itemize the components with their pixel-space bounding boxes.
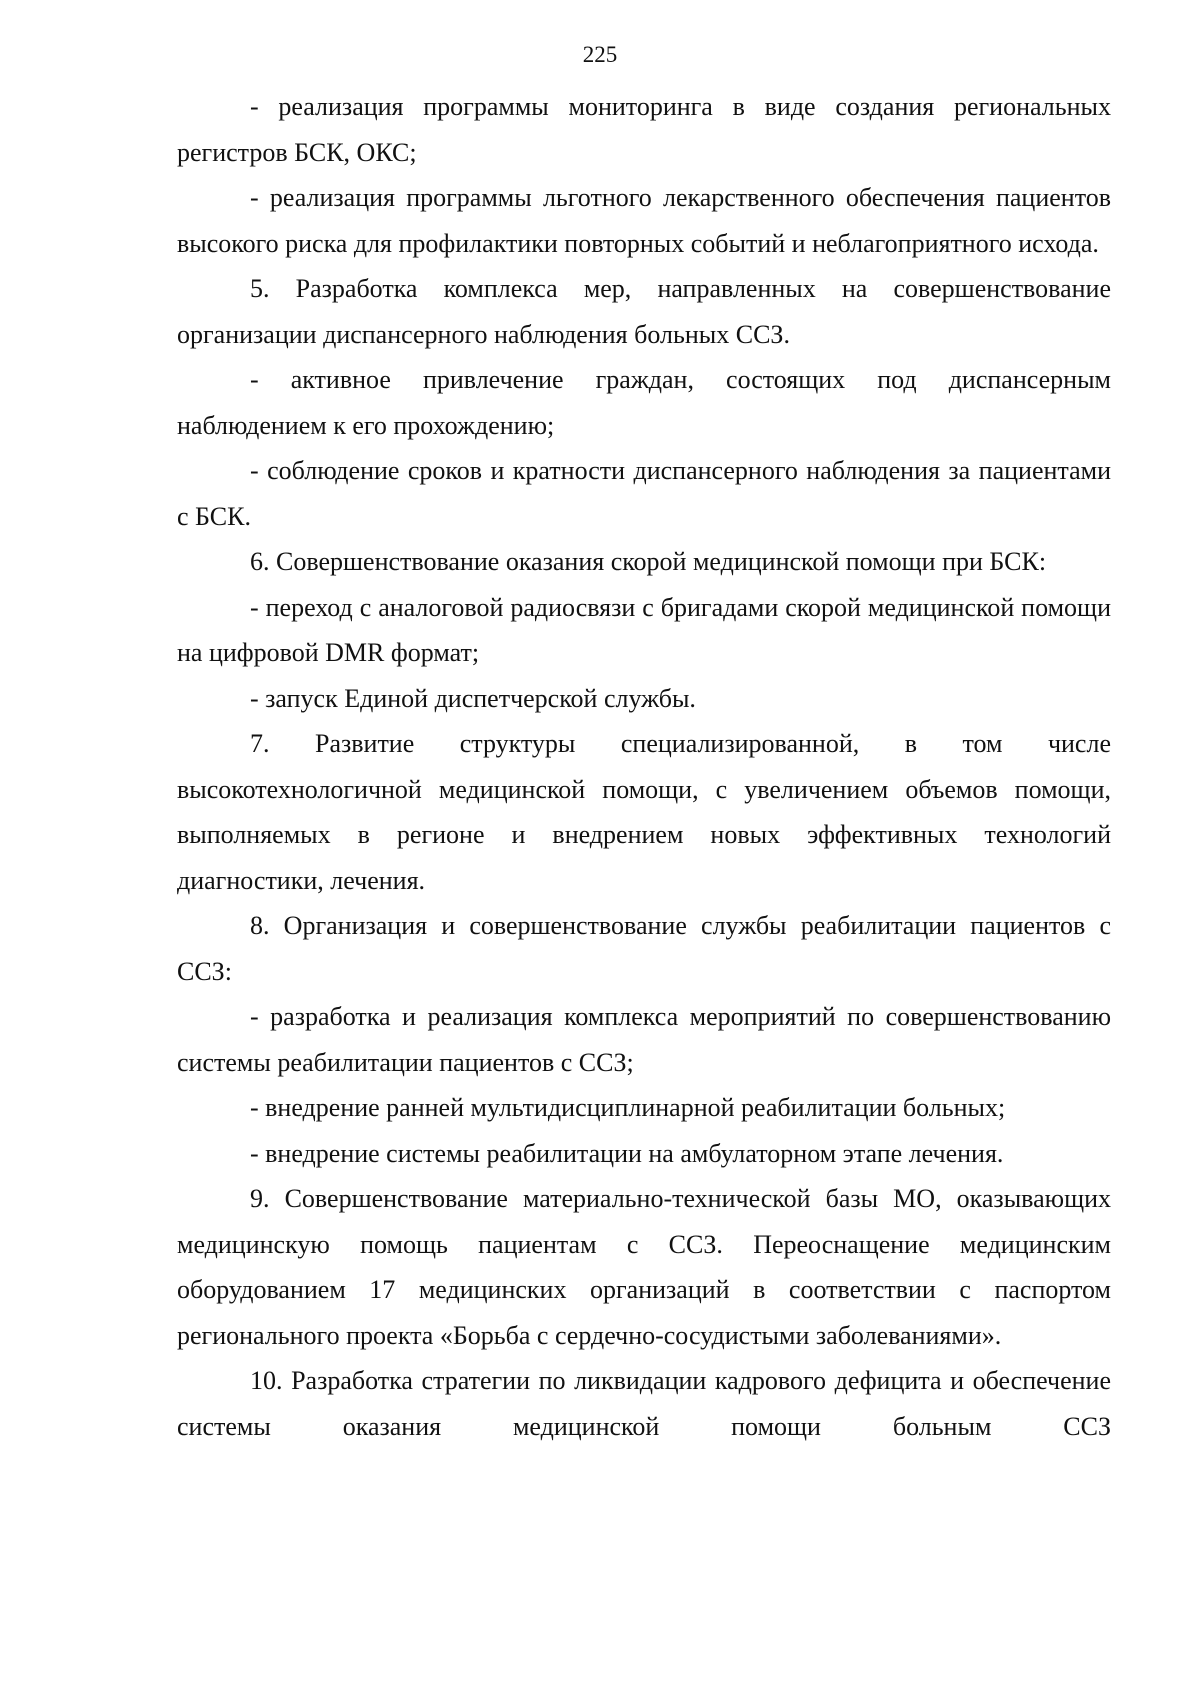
paragraph-15: 10. Разработка стратегии по ликвидации кадрового дефицита и обеспечение системы оказания медицинской помощи больным ССЗ xyxy=(177,1366,1111,1441)
paragraph-13: - внедрение системы реабилитации на амбулаторном этапе лечения. xyxy=(250,1138,1004,1168)
paragraph-4: - активное привлечение граждан, состоящих под диспансерным наблюдением к его прохождению; xyxy=(177,365,1111,440)
paragraph-6: 6. Совершенствование оказания скорой медицинской помощи при БСК: xyxy=(250,547,1047,576)
paragraph-2: - реализация программы льготного лекарственного обеспечения пациентов высокого риска для профилактики повторных событий и неблагоприятного исхода. xyxy=(177,183,1111,258)
paragraph-5: - соблюдение сроков и кратности диспансерного наблюдения за пациентами с БСК. xyxy=(177,456,1111,531)
paragraph-7: - переход с аналоговой радиосвязи с бригадами скорой медицинской помощи на цифровой DMR формат; xyxy=(177,592,1111,667)
paragraph-10: 8. Организация и совершенствование службы реабилитации пациентов с ССЗ: xyxy=(177,911,1111,986)
paragraph-12: - внедрение ранней мультидисциплинарной реабилитации больных; xyxy=(250,1093,1006,1122)
paragraph-1: - реализация программы мониторинга в виде создания региональных регистров БСК, ОКС; xyxy=(177,92,1111,167)
document-body xyxy=(177,84,1111,1449)
paragraph-14: 9. Совершенствование материально-технической базы МО, оказывающих медицинскую помощь пациентам с ССЗ. Переоснащение медицинским оборудованием 17 медицинских организаций в соответствии с паспортом регионального проекта «Борьба с сердечно-сосудистыми заболеваниями». xyxy=(177,1184,1111,1350)
page-number: 225 xyxy=(582,42,618,67)
paragraph-9: 7. Развитие структуры специализированной, в том числе высокотехнологичной медицинской помощи, с увеличением объемов помощи, выполняемых в регионе и внедрением новых эффективных технологий диагностики, лечения. xyxy=(177,729,1111,895)
paragraph-8: - запуск Единой диспетчерской службы. xyxy=(250,683,696,713)
paragraph-11: - разработка и реализация комплекса мероприятий по совершенствованию системы реабилитации пациентов с ССЗ; xyxy=(177,1002,1111,1077)
paragraph-3: 5. Разработка комплекса мер, направленных на совершенствование организации диспансерного наблюдения больных ССЗ. xyxy=(177,274,1111,349)
